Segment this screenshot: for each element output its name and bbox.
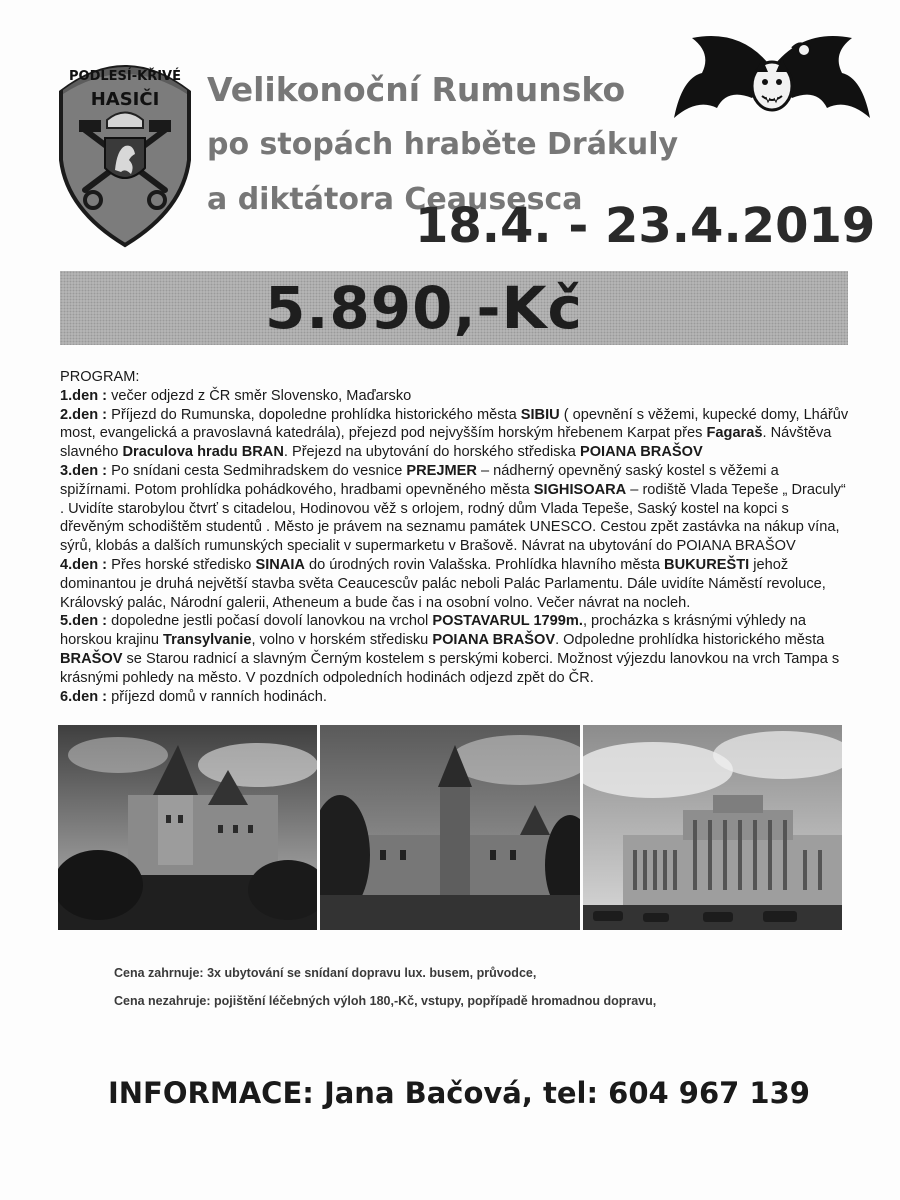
trip-dates: 18.4. - 23.4.2019 <box>415 198 876 254</box>
program-text: se Starou radnicí a slavným Černým kostelem s perskými koberci. Možnost výjezdu lanovkou na vrch Tampa s krásnými pohledy na město. V pozdních odpoledních hodinách odjezd zpět do ČR. <box>60 650 840 686</box>
program-text: , volno v horském středisku <box>251 632 433 649</box>
program-highlight: 6.den : <box>60 688 108 705</box>
program-text: – nádherný opevněný saský kostel s věžemi a spižírnami. Potom prohlídka pohádkového, hradbami opevněného města <box>60 462 779 498</box>
program-text: Přes horské středisko <box>107 556 256 573</box>
program-text: Příjezd do Rumunska, dopoledne prohlídka historického města <box>107 406 521 423</box>
program-text: do úrodných rovin Valašska. Prohlídka hlavního města <box>304 556 665 573</box>
title-line-1: Velikonoční Rumunsko <box>207 70 626 109</box>
title-line-3: a diktátora Ceausesca <box>207 182 583 217</box>
program-highlight: 4.den : <box>60 556 108 573</box>
program-highlight: Draculova hradu BRAN <box>122 444 284 461</box>
badge-name: HASIČI <box>90 89 160 110</box>
program-text: . Odpoledne prohlídka historického města <box>555 632 825 649</box>
program-highlight: 2.den : <box>60 406 108 423</box>
program-day-5 <box>60 612 850 687</box>
price-includes: Cena zahrnuje: 3x ubytování se snídaní dopravu lux. busem, průvodce, <box>114 966 537 980</box>
program-highlight: Fagaraš <box>706 425 763 442</box>
program-text: , procházka s krásnými výhledy na horskou krajinu <box>60 613 806 649</box>
program-heading: PROGRAM: <box>60 369 140 385</box>
program-text: příjezd domů v ranních hodinách. <box>107 688 327 705</box>
program-text: . Přejezd na ubytování do horského střediska <box>283 444 580 461</box>
photo-bran-castle <box>58 725 317 930</box>
program-day-1 <box>60 387 850 406</box>
dracula-bat-illustration <box>672 28 872 138</box>
photo-strip <box>58 725 842 930</box>
contact-info: INFORMACE: Jana Bačová, tel: 604 967 139 <box>108 1076 810 1110</box>
price-banner <box>60 271 848 345</box>
program-highlight: POSTAVARUL 1799m. <box>432 613 583 630</box>
price-excludes: Cena nezahruje: pojištění léčebných výloh 180,-Kč, vstupy, popřípadě hromadnou dopravu, <box>114 994 657 1008</box>
program-highlight: 3.den : <box>60 462 108 479</box>
program-highlight: SINAIA <box>255 556 305 573</box>
program-highlight: 5.den : <box>60 613 108 630</box>
program-highlight: SIBIU <box>520 406 560 423</box>
title-line-2: po stopách hraběte Drákuly <box>207 127 679 162</box>
price-conditions <box>114 966 656 1022</box>
bat-icon <box>672 28 872 138</box>
program-highlight: Transylvanie <box>163 632 252 649</box>
program-highlight: POIANA BRAŠOV <box>579 444 703 461</box>
badge-emblem <box>55 50 195 250</box>
program-highlight: PREJMER <box>406 462 477 479</box>
program-highlight: BUKUREŠTI <box>664 556 750 573</box>
badge-arc-text: PODLESÍ-KŘIVÉ <box>69 69 181 84</box>
program-text: . Návštěva slavného <box>60 425 832 461</box>
program-text: ( opevnění s věžemi, kupecké domy, Lhářův most, evangelická a pravoslavná katedrála), přejezd pod nejvyšším horským hřebenem Karpat přes <box>60 406 849 442</box>
program-day-2 <box>60 406 850 462</box>
program-day-6 <box>60 688 850 707</box>
program-highlight: BRAŠOV <box>60 650 123 667</box>
program-highlight: SIGHISOARA <box>533 481 627 498</box>
fire-brigade-badge <box>55 50 195 250</box>
program-section <box>60 368 850 706</box>
program-text: Po snídani cesta Sedmihradskem do vesnice <box>107 462 407 479</box>
program-highlight: 1.den : <box>60 387 108 404</box>
program-text: dopoledne jestli počasí dovolí lanovkou na vrchol <box>107 613 433 630</box>
program-highlight: POIANA BRAŠOV <box>432 632 556 649</box>
program-days <box>60 387 850 707</box>
photo-palace-of-parliament <box>583 725 842 930</box>
price: 5.890,-Kč <box>265 274 583 342</box>
photo-peles-castle <box>320 725 579 930</box>
program-day-4 <box>60 556 850 612</box>
program-text: večer odjezd z ČR směr Slovensko, Maďarsko <box>107 387 412 404</box>
program-text: jehož dominantou je druhá největší stavba světa Ceaucescův palác neboli Palác Parlamentu. Dále uvidíte Náměstí revoluce, Královský palác, Národní galerii, Atheneum a bude čas i na osobní volno. Večer návrat na nocleh. <box>60 556 826 611</box>
program-text: – rodiště Vlada Tepeše „ Draculy“ . Uvidíte starobylou čtvrť s citadelou, Hodinovou věž s orlojem, rodný dům Vlada Tepeše, Saský kostel na kopci s dřevěným schodištěm studentů . Město je právem na seznamu památek UNESCO. Cestou zpět zastávka na nákup vína, sýrů, klobás a dalších rumunských specialit v supermarketu v Brašově. Návrat na ubytování do POIANA BRAŠOV <box>60 481 846 555</box>
program-day-3 <box>60 462 850 556</box>
